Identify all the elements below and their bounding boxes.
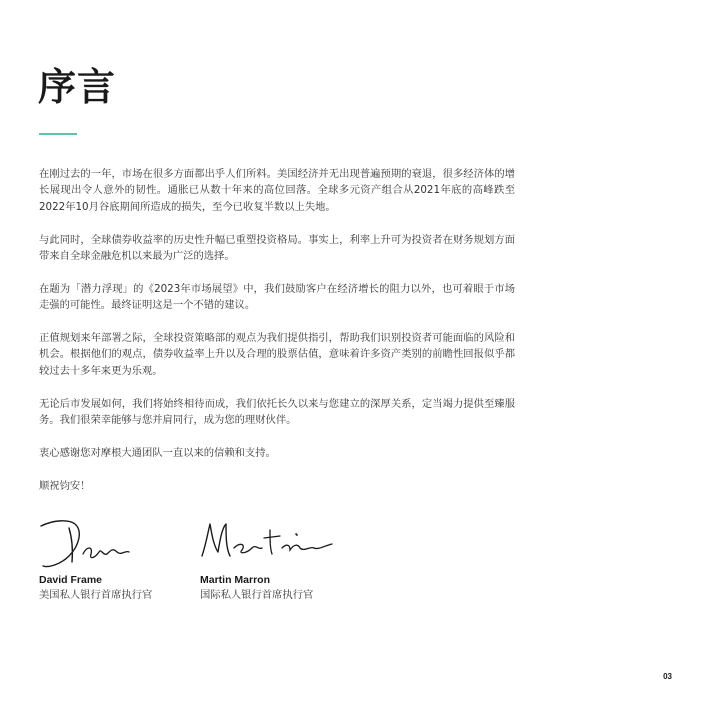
foreword-body bbox=[39, 166, 515, 510]
page-number: 03 bbox=[663, 672, 672, 681]
handwritten-signature-david-frame bbox=[39, 516, 149, 570]
signatory-title: 美国私人银行首席执行官 bbox=[39, 589, 153, 601]
signatory-david-frame bbox=[39, 516, 152, 603]
paragraph: 在刚过去的一年，市场在很多方面都出乎人们所料。美国经济并无出现普遍预期的衰退，很多经济体的增长展现出令人意外的韧性。通胀已从数十年来的高位回落。全球多元资产组合从2021年底的高峰跌至2022年10月谷底期间所造成的损失，至今已收复半数以上失地。 bbox=[39, 168, 515, 213]
paragraph: 衷心感谢您对摩根大通团队一直以来的信赖和支持。 bbox=[39, 446, 276, 459]
paragraph: 在题为「潜力浮现」的《2023年市场展望》中，我们鼓励客户在经济增长的阻力以外，也可着眼于市场走强的可能性。最终证明这是一个不错的建议。 bbox=[39, 282, 515, 312]
signatory-name: Martin Marron bbox=[200, 574, 271, 586]
signature-section bbox=[39, 516, 359, 606]
signatory-title: 国际私人银行首席执行官 bbox=[200, 589, 314, 601]
signatory-name: David Frame bbox=[39, 574, 103, 586]
paragraph: 无论后市发展如何，我们将始终相待而成，我们依托长久以来与您建立的深厚关系，定当竭力提供至臻服务。我们很荣幸能够与您并肩同行，成为您的理财伙伴。 bbox=[39, 397, 515, 427]
handwritten-signature-martin-marron bbox=[200, 516, 340, 570]
paragraph: 正值规划来年部署之际，全球投资策略部的观点为我们提供指引，帮助我们识别投资者可能面临的风险和机会。根据他们的观点，债券收益率上升以及合理的股票估值，意味着许多资产类别的前瞻性回报似乎都较过去十多年来更为乐观。 bbox=[39, 332, 515, 377]
closing-salutation: 顺祝钧安！ bbox=[39, 479, 91, 492]
paragraph: 与此同时，全球债券收益率的历史性升幅已重塑投资格局。事实上，利率上升可为投资者在财务规划方面带来自全球金融危机以来最为广泛的选择。 bbox=[39, 233, 515, 263]
page-title: 序言 bbox=[38, 64, 117, 109]
signatory-martin-marron bbox=[200, 516, 340, 603]
accent-divider bbox=[39, 133, 77, 135]
